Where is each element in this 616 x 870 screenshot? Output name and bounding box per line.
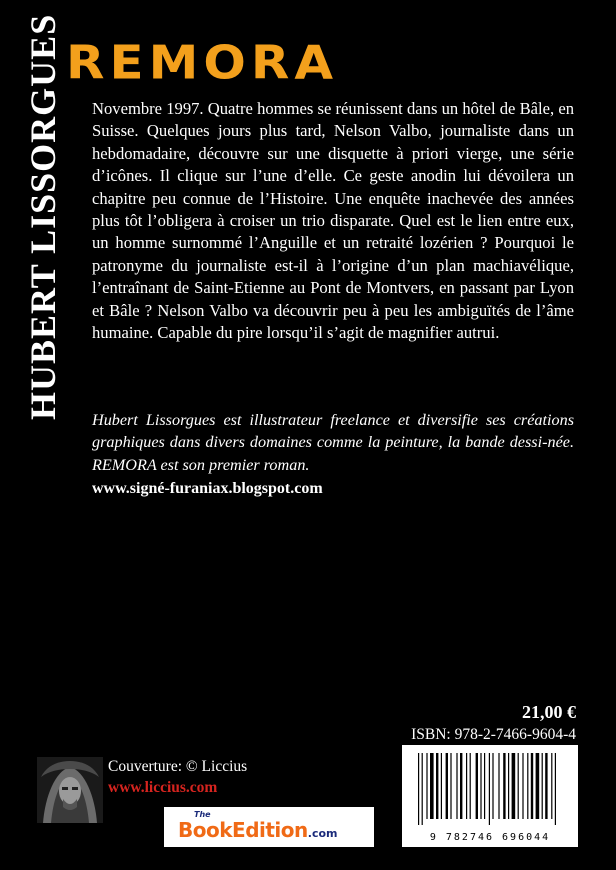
barcode-bar [512,753,516,819]
price-label: 21,00 € [522,702,576,722]
barcode-bar [527,753,528,819]
barcode-bar [489,753,490,825]
barcode-bar [450,753,451,819]
author-website: www.signé-furaniax.blogspot.com [92,480,323,497]
barcode-bar [430,753,434,819]
barcode-bar [418,753,419,825]
publisher-logo [164,807,374,847]
publisher-the: The [194,810,211,819]
barcode-bar [531,753,533,819]
barcode [402,745,578,847]
barcode-bar [470,753,471,819]
barcode-bars [416,753,564,825]
barcode-bar [456,753,457,819]
barcode-bar [426,753,427,819]
barcode-bar [466,753,467,819]
synopsis-text: Novembre 1997. Quatre hommes se réunissent dans un hôtel de Bâle, en Suisse. Quelques jours plus tard, Nelson Valbo, journaliste dans un hebdomadaire, découvre sur une disquette à priori vierge, une série d’icônes. Il clique sur l’une d’elle. Ce geste anodin lui dévoilera un chapitre peu connue de l’Histoire. Une enquête inachevée des années plus tôt l’obligera à croiser un trio disparate. Quel est le lien entre eux, un homme surnommé l’Anguille et un retraité lozérien ? Pourquoi le patronyme du journaliste est-il à l’origine d’un plan machiavélique, l’entraînant de Saint-Etienne au Pont de Montvers, en passant par Lyon et Bâle ? Nelson Valbo va découvrir peu à peu les ambiguïtés de l’âme humaine. Capable du pire lorsqu’il s’agit de magnifier autrui. [92,99,574,343]
barcode-bar [542,753,543,819]
publisher-name [178,818,337,842]
publisher-tld: .com [307,827,338,840]
barcode-bar [536,753,540,819]
illustrator-portrait-image [37,757,103,823]
barcode-bar [446,753,448,819]
barcode-bar [476,753,478,819]
barcode-bar [460,753,462,819]
cover-credit: Couverture: © Liccius [108,758,248,775]
barcode-digits: 9 782746 696044 [429,832,551,843]
barcode-bar [492,753,493,819]
barcode-bar [555,753,556,825]
barcode-bar [480,753,481,819]
barcode-bar [508,753,509,819]
barcode-bar [545,753,547,819]
barcode-bar [484,753,485,819]
isbn-label: ISBN: 978-2-7466-9604-4 [411,726,576,743]
barcode-bar [551,753,552,819]
barcode-bar [518,753,519,819]
cover-artist-website: www.liccius.com [108,779,218,796]
barcode-bar [422,753,423,825]
author-bio: Hubert Lissorgues est illustrateur freelance et diversifie ses créations graphiques dans divers domaines comme la peinture, la bande dessi-née. REMORA est son premier roman. [92,411,574,474]
barcode-bar [498,753,499,819]
barcode-bar [441,753,442,819]
book-title: REMORA [66,36,339,90]
author-name-vertical: HUBERT LISSORGUES [23,13,63,420]
publisher-name-text: BookEdition [178,818,308,842]
barcode-bar [436,753,438,819]
barcode-bar [522,753,523,819]
barcode-bar [503,753,505,819]
